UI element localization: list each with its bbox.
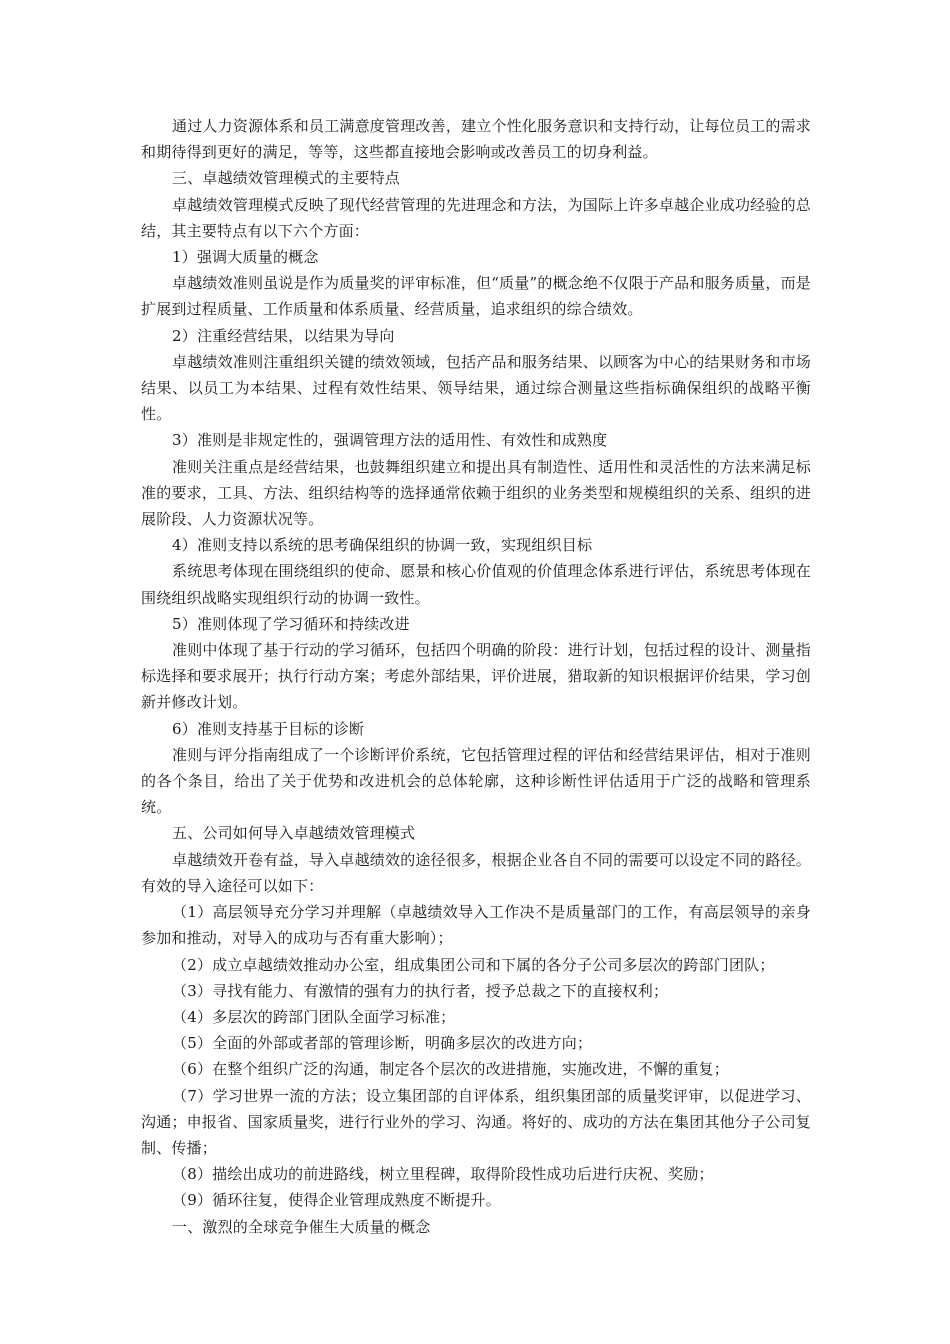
document-body: [141, 113, 811, 1240]
subheading: 6）准则支持基于目标的诊断: [172, 719, 365, 738]
subheading: 3）准则是非规定性的，强调管理方法的适用性、有效性和成熟度: [172, 431, 608, 450]
list-item: （4）多层次的跨部门团队全面学习标准；: [172, 1007, 456, 1026]
list-item: （2）成立卓越绩效推动办公室，组成集团公司和下属的各分子公司多层次的跨部门团队；: [172, 955, 775, 974]
paragraph: 准则关注重点是经营结果，也鼓舞组织建立和提出具有制造性、适用性和灵活性的方法来满足标准的要求，工具、方法、组织结构等的选择通常依赖于组织的业务类型和规模组织的关系、组织的进展阶段、人力资源状况等。: [141, 457, 811, 529]
list-item: （9）循环往复，使得企业管理成熟度不断提升。: [172, 1191, 501, 1210]
paragraph: 通过人力资源体系和员工满意度管理改善，建立个性化服务意识和支持行动，让每位员工的需求和期待得到更好的满足，等等，这些都直接地会影响或改善员工的切身利益。: [141, 117, 811, 162]
paragraph: 系统思考体现在围绕组织的使命、愿景和核心价值观的价值理念体系进行评估，系统思考体现在围绕组织战略实现组织行动的协调一致性。: [141, 562, 811, 607]
section-heading: 一、激烈的全球竞争催生大质量的概念: [172, 1217, 431, 1236]
subheading: 4）准则支持以系统的思考确保组织的协调一致，实现组织目标: [172, 536, 593, 555]
list-item: （7）学习世界一流的方法；设立集团部的自评体系，组织集团部的质量奖评审，以促进学习、沟通；申报省、国家质量奖，进行行业外的学习、沟通。将好的、成功的方法在集团其他分子公司复制、传播；: [141, 1086, 811, 1157]
paragraph: 卓越绩效准则注重组织关键的绩效领域，包括产品和服务结果、以顾客为中心的结果财务和市场结果、以员工为本结果、过程有效性结果、领导结果，通过综合测量这些指标确保组织的战略平衡性。: [141, 352, 811, 424]
subheading: 2）注重经营结果，以结果为导向: [172, 326, 395, 345]
paragraph: 卓越绩效准则虽说是作为质量奖的评审标准，但“质量”的概念绝不仅限于产品和服务质量，而是扩展到过程质量、工作质量和体系质量、经营质量，追求组织的综合绩效。: [141, 274, 811, 319]
paragraph: 卓越绩效开卷有益，导入卓越绩效的途径很多，根据企业各自不同的需要可以设定不同的路径。有效的导入途径可以如下：: [141, 850, 811, 895]
section-heading: 三、卓越绩效管理模式的主要特点: [172, 169, 401, 188]
subheading: 1）强调大质量的概念: [172, 248, 319, 267]
subheading: 5）准则体现了学习循环和持续改进: [172, 614, 410, 633]
list-item: （8）描绘出成功的前进路线，树立里程碑，取得阶段性成功后进行庆祝、奖励；: [172, 1165, 714, 1184]
list-item: （1）高层领导充分学习并理解（卓越绩效导入工作决不是质量部门的工作，有高层领导的亲身参加和推动，对导入的成功与否有重大影响）；: [141, 903, 811, 948]
section-heading: 五、公司如何导入卓越绩效管理模式: [172, 824, 416, 843]
list-item: （6）在整个组织广泛的沟通，制定各个层次的改进措施，实施改进，不懈的重复；: [172, 1060, 729, 1079]
list-item: （5）全面的外部或者部的管理诊断，明确多层次的改进方向；: [172, 1034, 593, 1053]
paragraph: 准则中体现了基于行动的学习循环，包括四个明确的阶段：进行计划，包括过程的设计、测量指标选择和要求展开；执行行动方案；考虑外部结果，评价进展，猎取新的知识根据评价结果，学习创新并修改计划。: [141, 641, 811, 712]
list-item: （3）寻找有能力、有激情的强有力的执行者，授予总裁之下的直接权利；: [172, 981, 669, 1000]
paragraph: 准则与评分指南组成了一个诊断评价系统，它包括管理过程的评估和经营结果评估，相对于准则的各个条目，给出了关于优势和改进机会的总体轮廓，这种诊断性评估适用于广泛的战略和管理系统。: [141, 745, 811, 817]
paragraph: 卓越绩效管理模式反映了现代经营管理的先进理念和方法，为国际上许多卓越企业成功经验的总结，其主要特点有以下六个方面：: [141, 195, 811, 240]
